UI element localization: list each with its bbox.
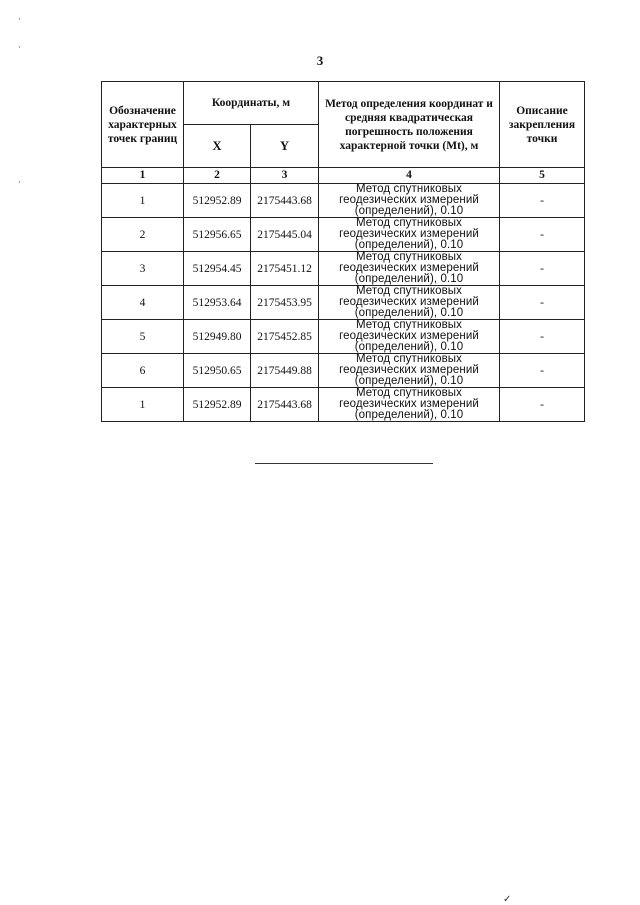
y-cell: 2175453.95 xyxy=(251,286,319,320)
table-row xyxy=(102,354,585,388)
method-cell: Метод спутниковых геодезических измерений (определений), 0.10 xyxy=(319,388,500,422)
y-cell: 2175452.85 xyxy=(251,320,319,354)
page-number: 3 xyxy=(316,53,324,68)
method-cell: Метод спутниковых геодезических измерений (определений), 0.10 xyxy=(319,320,500,354)
x-cell: 512956.65 xyxy=(184,218,251,252)
point-cell: 1 xyxy=(102,388,184,422)
description-cell: - xyxy=(500,354,585,388)
y-cell: 2175443.68 xyxy=(251,184,319,218)
table-row xyxy=(102,218,585,252)
x-cell: 512954.45 xyxy=(184,252,251,286)
x-cell: 512949.80 xyxy=(184,320,251,354)
column-number: 4 xyxy=(319,168,500,184)
table-row xyxy=(102,184,585,218)
header-coordinates: Координаты, м xyxy=(184,82,319,125)
margin-mark-top: · xyxy=(18,14,21,24)
description-cell: - xyxy=(500,184,585,218)
column-number: 1 xyxy=(102,168,184,184)
x-cell: 512950.65 xyxy=(184,354,251,388)
y-cell: 2175451.12 xyxy=(251,252,319,286)
column-number: 2 xyxy=(184,168,251,184)
column-number: 3 xyxy=(251,168,319,184)
point-cell: 1 xyxy=(102,184,184,218)
table-row xyxy=(102,286,585,320)
header-y: Y xyxy=(251,125,319,168)
header-method: Метод определения координат и средняя квадратическая погрешность положения характерной точки (Mt), м xyxy=(319,82,500,168)
table-row xyxy=(102,388,585,422)
x-cell: 512953.64 xyxy=(184,286,251,320)
corner-scribble-mark: ✓ xyxy=(503,894,512,905)
description-cell: - xyxy=(500,388,585,422)
point-cell: 4 xyxy=(102,286,184,320)
point-cell: 2 xyxy=(102,218,184,252)
x-cell: 512952.89 xyxy=(184,184,251,218)
method-cell: Метод спутниковых геодезических измерений (определений), 0.10 xyxy=(319,218,500,252)
coordinates-table xyxy=(101,81,585,422)
point-cell: 5 xyxy=(102,320,184,354)
column-number-row xyxy=(102,168,585,184)
description-cell: - xyxy=(500,320,585,354)
method-cell: Метод спутниковых геодезических измерений (определений), 0.10 xyxy=(319,286,500,320)
y-cell: 2175443.68 xyxy=(251,388,319,422)
end-of-document-rule xyxy=(255,463,433,464)
header-description: Описание закрепления точки xyxy=(500,82,585,168)
point-cell: 6 xyxy=(102,354,184,388)
table-row xyxy=(102,320,585,354)
description-cell: - xyxy=(500,286,585,320)
point-cell: 3 xyxy=(102,252,184,286)
header-point-designation: Обозначение характерных точек границ xyxy=(102,82,184,168)
description-cell: - xyxy=(500,252,585,286)
margin-mark-upper: · xyxy=(18,42,21,52)
y-cell: 2175449.88 xyxy=(251,354,319,388)
table-row xyxy=(102,252,585,286)
y-cell: 2175445.04 xyxy=(251,218,319,252)
header-x: X xyxy=(184,125,251,168)
margin-mark-middle: · xyxy=(18,177,21,187)
column-number: 5 xyxy=(500,168,585,184)
method-cell: Метод спутниковых геодезических измерений (определений), 0.10 xyxy=(319,354,500,388)
method-cell: Метод спутниковых геодезических измерений (определений), 0.10 xyxy=(319,184,500,218)
table-header-row xyxy=(102,82,585,125)
description-cell: - xyxy=(500,218,585,252)
method-cell: Метод спутниковых геодезических измерений (определений), 0.10 xyxy=(319,252,500,286)
x-cell: 512952.89 xyxy=(184,388,251,422)
